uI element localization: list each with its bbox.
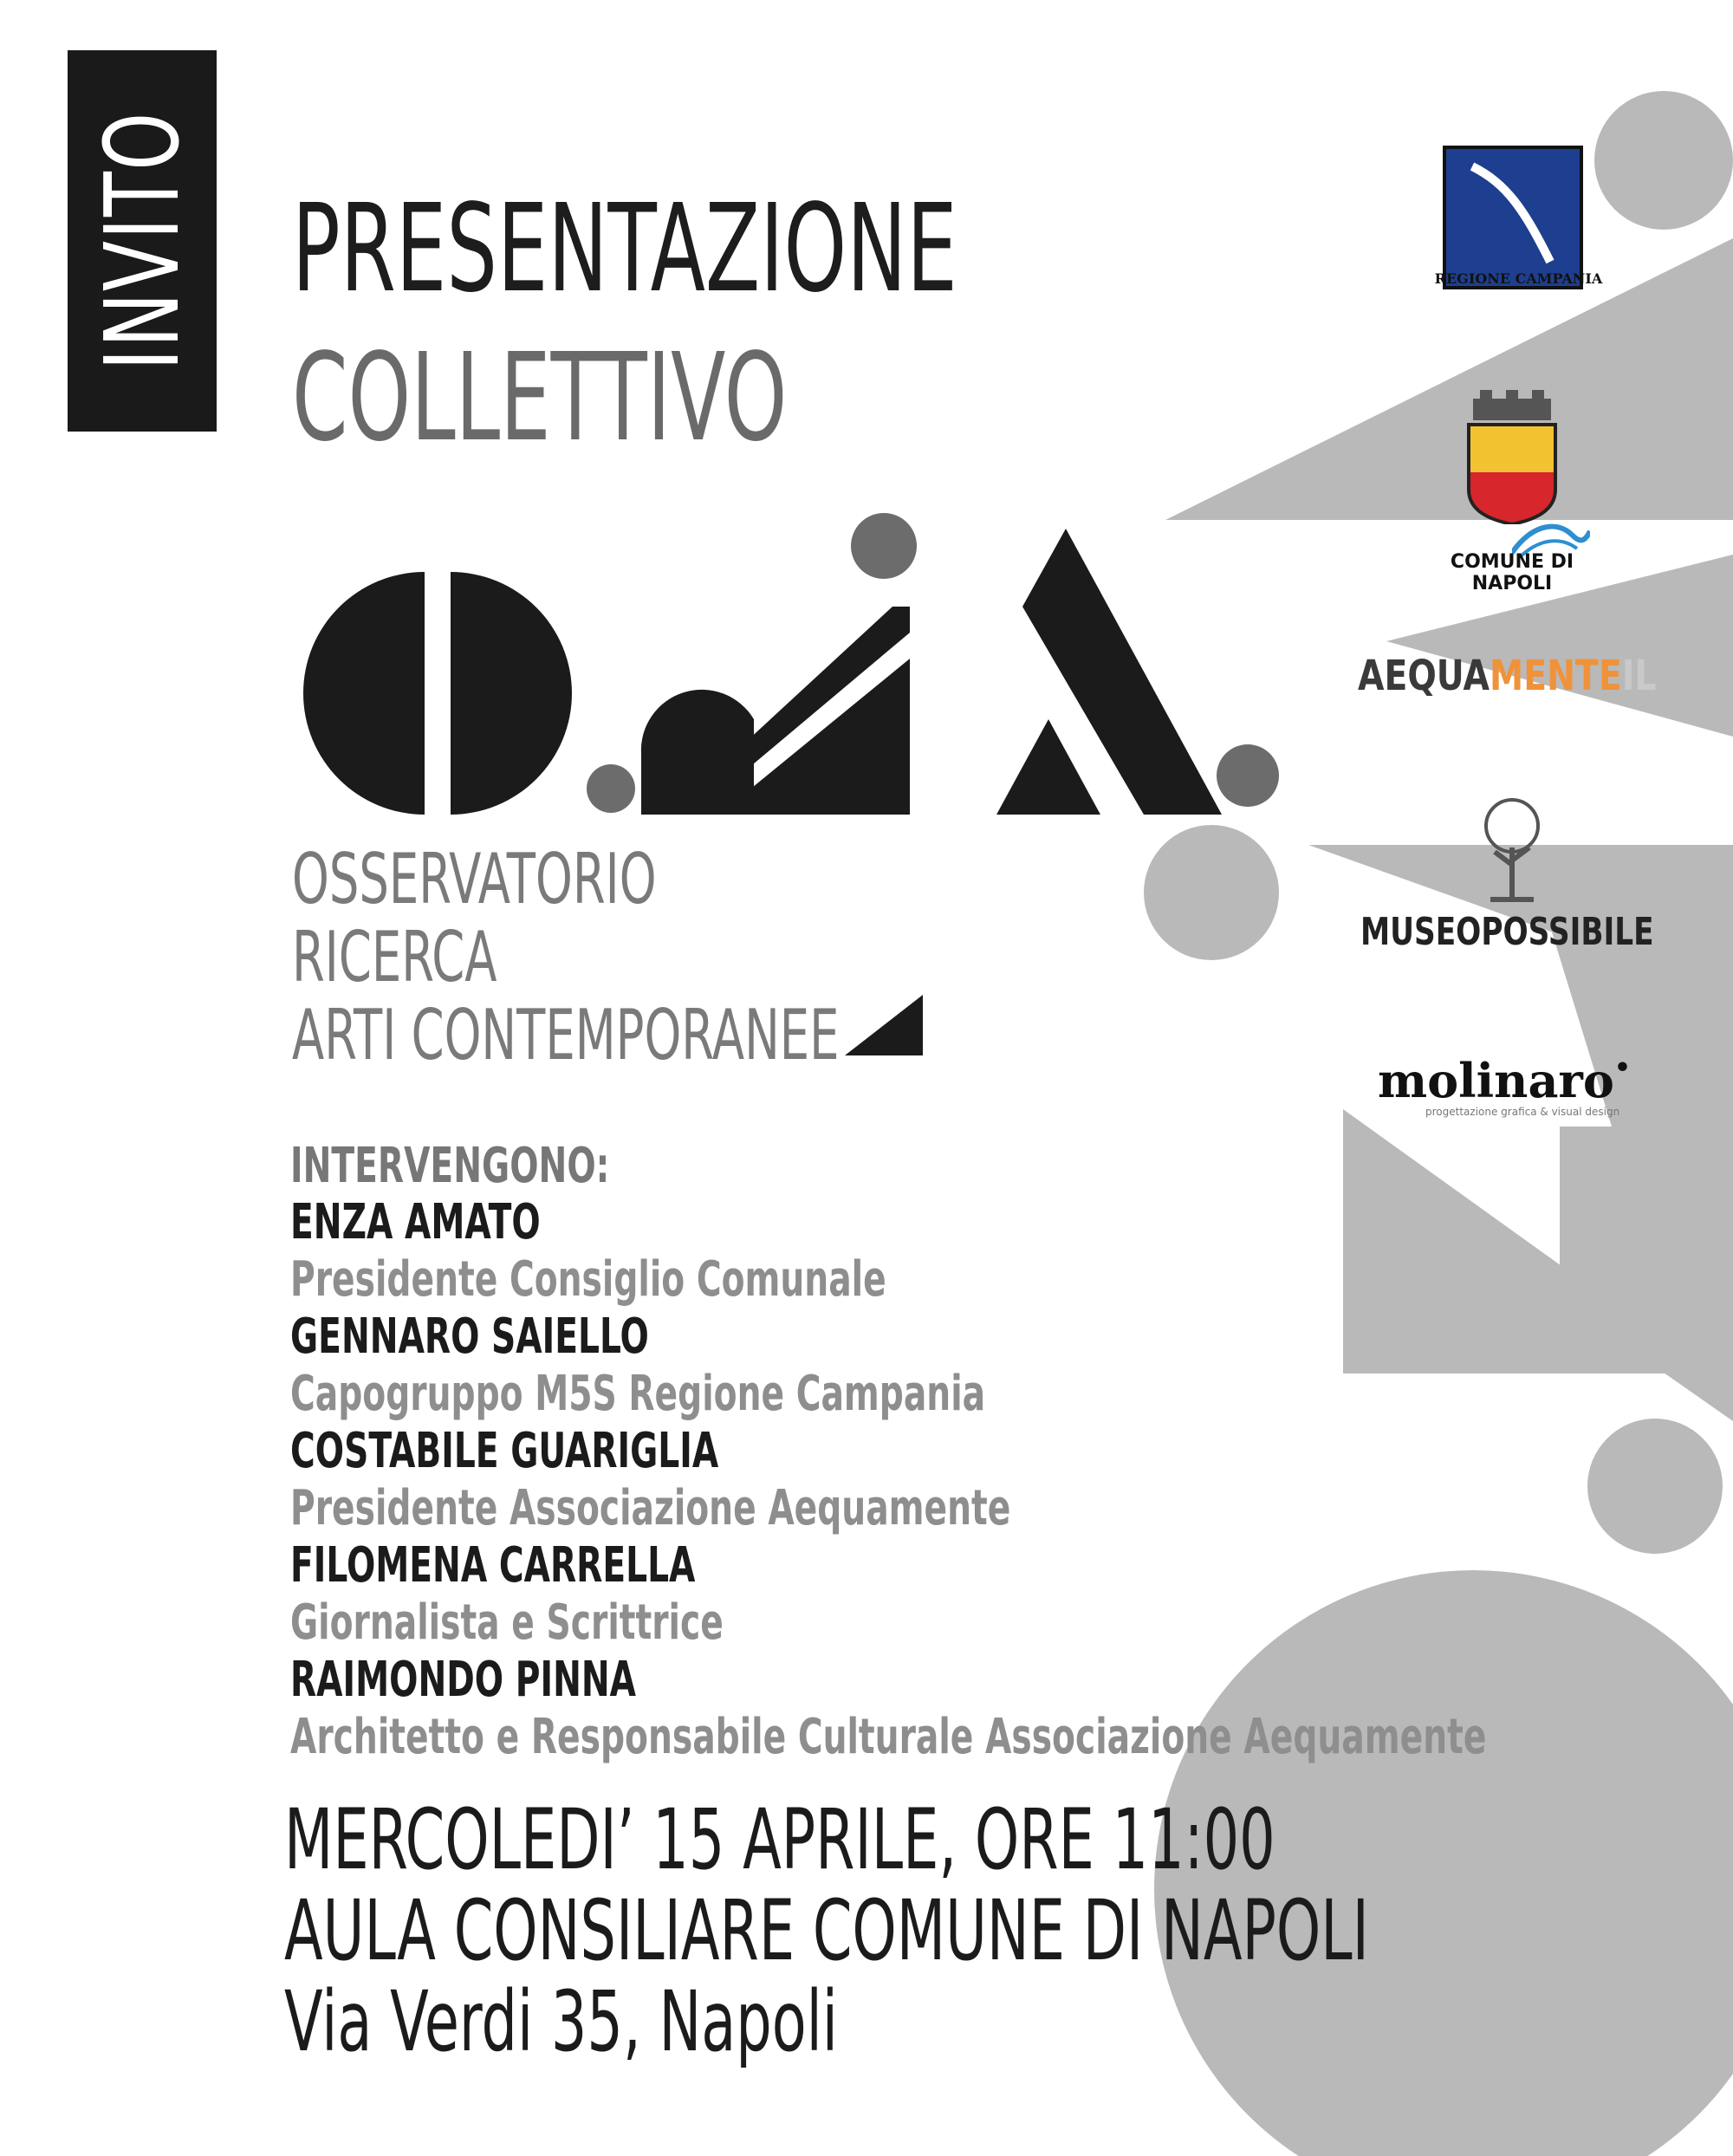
subtitle-triangle-icon	[845, 995, 923, 1055]
speakers-heading: INTERVENGONO:	[290, 1138, 610, 1194]
event-date: MERCOLEDI’ 15 APRILE, ORE 11:00	[284, 1791, 1275, 1888]
napoli-coat-of-arms-icon	[1456, 390, 1568, 524]
tree-icon	[1473, 796, 1551, 908]
logo-dot-2	[851, 513, 917, 579]
molinaro-logo: molinaro•	[1378, 1053, 1632, 1108]
regione-emblem-icon	[1446, 149, 1580, 279]
speaker-name: ENZA AMATO	[290, 1194, 541, 1250]
speaker-name: FILOMENA CARRELLA	[290, 1537, 696, 1594]
title-presentazione: PRESENTAZIONE	[292, 179, 957, 320]
event-address: Via Verdi 35, Napoli	[284, 1973, 838, 2070]
regione-campania-logo	[1443, 146, 1583, 289]
logo-dot-1	[587, 764, 635, 813]
title-collettivo: COLLETTIVO	[292, 328, 788, 469]
event-venue: AULA CONSILIARE COMUNE DI NAPOLI	[284, 1882, 1369, 1979]
deco-band-2	[1560, 1127, 1733, 1421]
aequamente-logo: AEQUAMENTEΙL	[1358, 652, 1657, 700]
deco-circle-lower	[1587, 1419, 1723, 1554]
subtitle-osservatorio: OSSERVATORIO	[292, 839, 657, 919]
oria-logo	[286, 503, 1326, 815]
logo-letter-o-left	[303, 572, 425, 815]
molinaro-tagline: progettazione grafica & visual design	[1425, 1106, 1620, 1118]
deco-circle-top	[1594, 91, 1733, 230]
speaker-name: RAIMONDO PINNA	[290, 1652, 637, 1708]
logo-letter-o-right	[451, 572, 572, 815]
logo-dot-3	[1217, 744, 1279, 807]
invito-tab	[68, 50, 217, 432]
subtitle-arti: ARTI CONTEMPORANEE	[292, 995, 840, 1075]
speaker-role: Capogruppo M5S Regione Campania	[290, 1366, 986, 1422]
subtitle-ricerca: RICERCA	[292, 917, 497, 997]
speaker-name: COSTABILE GUARIGLIA	[290, 1423, 719, 1479]
speaker-role: Architetto e Responsabile Culturale Associazione Aequamente	[290, 1709, 1487, 1765]
museopossibile-logo: MUSEOPOSSIBILE	[1360, 910, 1654, 954]
speaker-role: Presidente Associazione Aequamente	[290, 1480, 1011, 1536]
logo-letter-a-small	[996, 719, 1100, 815]
speaker-role: Giornalista e Scrittrice	[290, 1594, 724, 1651]
speaker-name: GENNARO SAIELLO	[290, 1309, 649, 1365]
invito-label: INVITO	[82, 111, 202, 371]
comune-napoli-caption: COMUNE DI NAPOLI	[1450, 551, 1574, 594]
regione-caption: REGIONE CAMPANIA	[1434, 270, 1603, 287]
speaker-role: Presidente Consiglio Comunale	[290, 1251, 886, 1308]
deco-circle-mid	[1144, 825, 1279, 960]
